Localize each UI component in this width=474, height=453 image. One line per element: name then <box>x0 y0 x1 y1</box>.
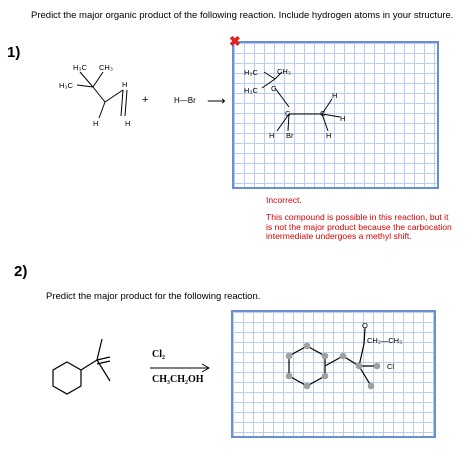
answer2-ethyl-label: CH₂—CH₃ <box>367 336 403 345</box>
reaction-arrow-2 <box>150 363 212 373</box>
reagent-cl2: Cl₂ <box>152 349 165 360</box>
answer-structure-2 <box>231 310 436 438</box>
reactant-h-left-label: H <box>93 119 99 128</box>
answer-c2-label: C <box>285 109 291 118</box>
answer-h-bottom-right-label: H <box>326 131 332 140</box>
reactant-h3c-label: H₃C <box>73 63 87 72</box>
hbr-reagent: H—Br <box>174 96 196 105</box>
incorrect-x-icon: ✖ <box>229 33 241 49</box>
answer-ch3-label: CH₃ <box>277 67 291 76</box>
reactant-h-right-label: H <box>122 80 128 89</box>
answer-c1-label: C <box>271 84 277 93</box>
reactant2-structure <box>40 325 130 400</box>
feedback-title: Incorrect. <box>266 195 302 205</box>
answer-c3-label: C <box>320 109 326 118</box>
reactant-h-bottom-label: H <box>125 119 131 128</box>
question2-number: 2) <box>14 263 28 280</box>
reactant-structure <box>55 60 145 130</box>
answer2-cl-label: Cl <box>387 362 395 371</box>
feedback-text: This compound is possible in this reaction, but it is not the major product because the carbocation intermediate undergoes a methyl shift. <box>266 212 452 241</box>
question2-prompt: Predict the major product for the following reaction. <box>46 291 261 302</box>
question1-prompt: Predict the major organic product of the following reaction. Include hydrogen atoms in your structure. <box>31 10 454 21</box>
reagent-ethanol: CH₃CH₂OH <box>152 374 204 385</box>
answer-structure-1 <box>232 41 439 189</box>
question1-number: 1) <box>7 44 21 61</box>
answer-h-top-label: H <box>332 91 338 100</box>
answer-h-right-label: H <box>340 114 346 123</box>
reactant-ch3-label: CH₃ <box>99 63 113 72</box>
answer-h3c-left-label: H₃C <box>244 86 258 95</box>
reaction-arrow: ⟶ <box>207 93 226 108</box>
answer-h3c-label: H₃C <box>244 68 258 77</box>
answer-br-label: Br <box>286 131 294 140</box>
plus-sign: + <box>142 94 149 106</box>
answer2-o-label: O <box>362 321 368 330</box>
reactant-h3c-left-label: H₃C <box>59 81 73 90</box>
answer-h-bottom-left-label: H <box>269 131 275 140</box>
